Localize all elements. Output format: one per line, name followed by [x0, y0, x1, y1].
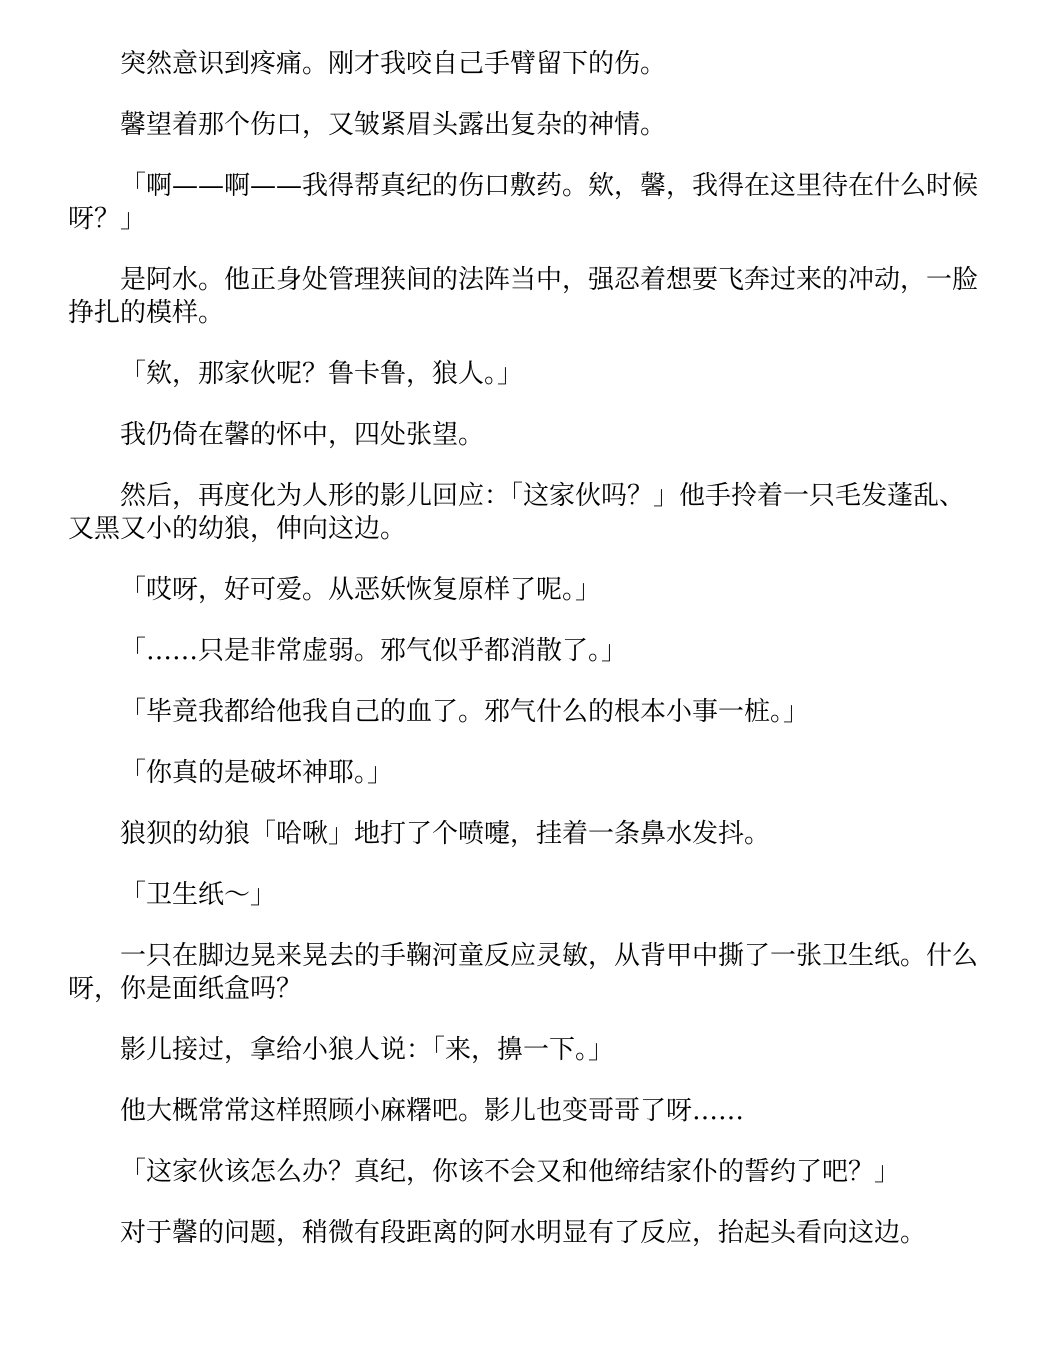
paragraph: 影儿接过，拿给小狼人说：「来，擤一下。」	[120, 1035, 615, 1065]
paragraph: 突然意识到疼痛。刚才我咬自己手臂留下的伤。	[120, 49, 667, 79]
paragraph: 是阿水。他正身处管理狭间的法阵当中，强忍着想要飞奔过来的冲动，一脸挣扎的模样。	[68, 265, 979, 328]
paragraph: 狼狈的幼狼「哈啾」地打了个喷嚏，挂着一条鼻水发抖。	[120, 819, 771, 849]
paragraph: 对于馨的问题，稍微有段距离的阿水明显有了反应，抬起头看向这边。	[120, 1218, 927, 1248]
paragraph: 「这家伙该怎么办？真纪，你该不会又和他缔结家仆的誓约了吧？」	[120, 1157, 901, 1187]
paragraph: 馨望着那个伤口，又皱紧眉头露出复杂的神情。	[120, 110, 667, 140]
paragraph: 他大概常常这样照顾小麻糬吧。影儿也变哥哥了呀……	[120, 1096, 745, 1126]
paragraph: 「卫生纸～」	[120, 880, 277, 910]
paragraph: 「毕竟我都给他我自己的血了。邪气什么的根本小事一桩。」	[120, 697, 810, 727]
paragraph: 「你真的是破坏神耶。」	[120, 758, 394, 788]
paragraph: 「……只是非常虚弱。邪气似乎都消散了。」	[120, 636, 628, 666]
paragraph: 一只在脚边晃来晃去的手鞠河童反应灵敏，从背甲中撕了一张卫生纸。什么呀，你是面纸盒吗？	[68, 941, 979, 1004]
paragraph: 「啊——啊——我得帮真纪的伤口敷药。欸，馨，我得在这里待在什么时候呀？」	[68, 171, 979, 234]
paragraph: 「哎呀，好可爱。从恶妖恢复原样了呢。」	[120, 575, 602, 605]
document-page	[68, 48, 978, 1278]
paragraph: 我仍倚在馨的怀中，四处张望。	[120, 420, 485, 450]
paragraph: 「欸，那家伙呢？鲁卡鲁，狼人。」	[120, 359, 524, 389]
paragraph: 然后，再度化为人形的影儿回应：「这家伙吗？」他手拎着一只毛发蓬乱、又黑又小的幼狼，伸向这边。	[68, 481, 966, 544]
